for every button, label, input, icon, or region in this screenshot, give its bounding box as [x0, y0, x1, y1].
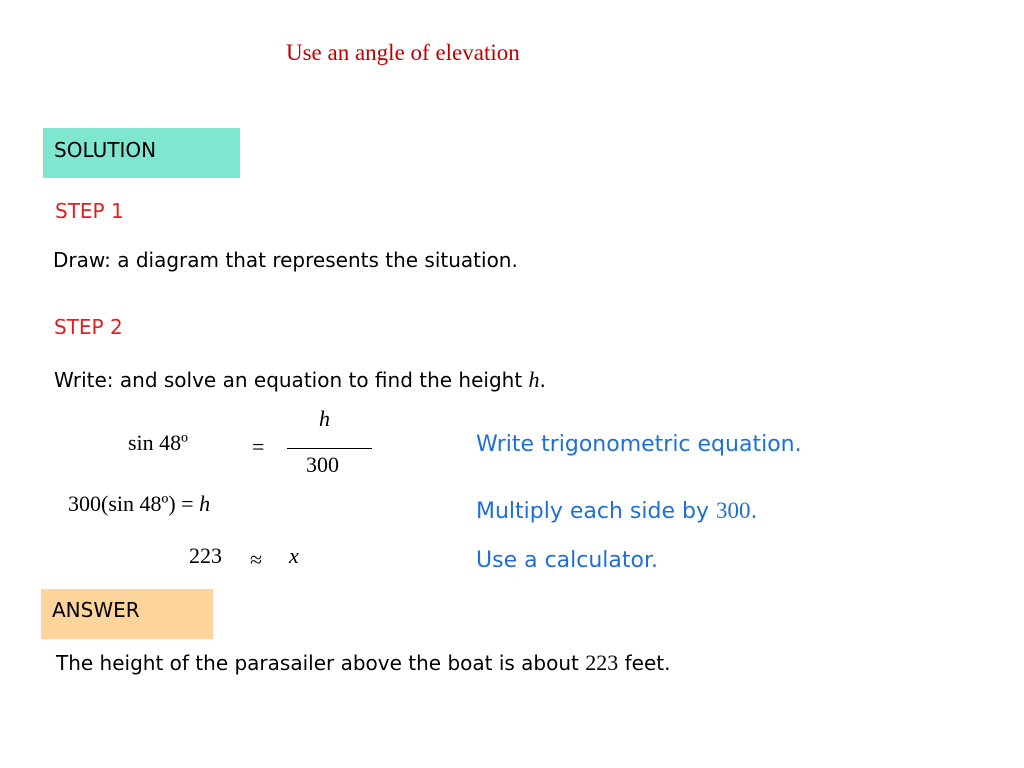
note-calculator: Use a calculator. — [476, 548, 658, 573]
answer-text — [56, 650, 670, 676]
equation-2-right: h — [199, 491, 211, 516]
note-2-text: Multiply each side by — [476, 499, 716, 524]
fraction-bar — [287, 448, 372, 449]
approx-symbol: ≈ — [250, 547, 263, 572]
step-2-text: Write: and solve an equation to find the height — [54, 368, 529, 392]
answer-text-end: feet. — [618, 651, 671, 675]
equation-1-numerator: h — [319, 406, 330, 431]
answer-label: ANSWER — [52, 598, 140, 622]
answer-text-start: The height of the parasailer above the boat is about — [56, 651, 586, 675]
note-write-equation: Write trigonometric equation. — [476, 432, 802, 457]
step-2-variable: h — [528, 367, 540, 392]
equation-1-left: sin 48º — [128, 430, 188, 455]
step-2-instruction — [54, 367, 546, 393]
equation-2 — [68, 491, 210, 517]
equation-3-right: x — [289, 543, 299, 568]
step-1-instruction: Draw: a diagram that represents the situation. — [53, 248, 518, 272]
step-2-label: STEP 2 — [54, 315, 123, 339]
note-multiply — [476, 498, 757, 524]
equation-2-equals: = — [175, 491, 200, 516]
note-2-period: . — [750, 499, 758, 524]
equation-1-equals: = — [252, 434, 265, 459]
note-2-number: 300 — [715, 498, 751, 523]
equation-2-left: 300(sin 48º) — [68, 491, 176, 516]
equation-1-denominator: 300 — [306, 452, 339, 477]
page-title: Use an angle of elevation — [286, 40, 520, 65]
answer-number: 223 — [585, 650, 619, 675]
step-2-period: . — [539, 368, 546, 392]
solution-label: SOLUTION — [54, 138, 157, 162]
equation-3-left: 223 — [189, 543, 222, 568]
step-1-label: STEP 1 — [55, 199, 124, 223]
